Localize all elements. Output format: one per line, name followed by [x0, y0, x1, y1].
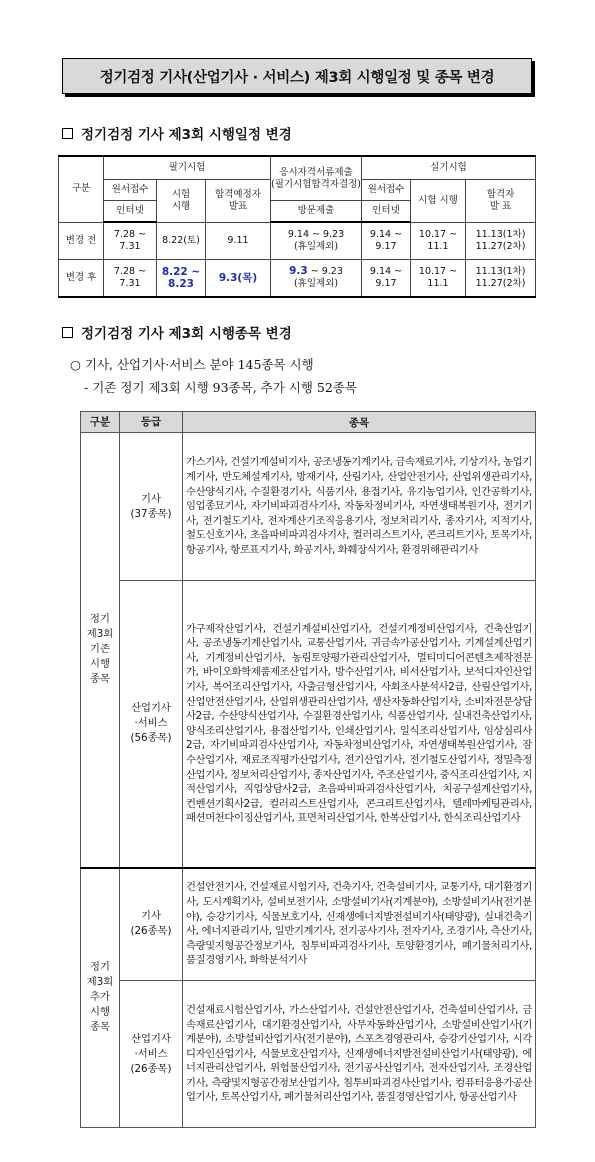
header-exam	[157, 180, 206, 223]
row-before-pexam-l1: 10.17 ~	[418, 228, 458, 240]
group-added-l2: 제3회	[86, 976, 114, 989]
grade-l2: ·서비스	[134, 717, 168, 730]
grade-l2: (26종목)	[130, 925, 172, 938]
grade-l1: 기사	[141, 910, 161, 923]
bullet-breakdown: - 기존 정기 제3회 시행 93종목, 추가 시행 52종목	[84, 380, 357, 395]
subjects-existing-sanup: 가구제작산업기사, 건설기계설비산업기사, 건설기계정비산업기사, 건축산업기사, 공조냉동기계산업기사, 교통산업기사, 귀금속가공산업기사, 기계설계산업기사, 기계정비산업기사, 농림토양평가관리산업기사, 멀티미디어콘텐츠제작전문가, 바이오화학제품제조산업기사, 방수산업기사, 비서산업기사, 보석디자인산업기사, 복어조리산업기사, 사출금형산업기사, 사회조사분석사2급, 산림산업기사, 산업안전산업기사, 산업위생관리산업기사, 생산자동화산업기사, 소비자전문상담사2급, 수산양식산업기사, 수질환경산업기사, 식품산업기사, 실내건축산업기사, 양식조리산업기사, 용접산업기사, 인쇄산업기사, 일식조리산업기사, 임상심리사2급, 자기비파괴검사산업기사, 자동차정비산업기사, 자연생태복원산업기사, 잠수산업기사, 재료조직평가산업기사, 전기산업기사, 전기철도산업기사, 정밀측정산업기사, 정보처리산업기사, 종자산업기사, 주조산업기사, 중식조리산업기사, 지적산업기사, 직업상담사2급, 초음파비파괴검사산업기사, 치공구설계산업기사, 컨벤션기획사2급, 컬러리스트산업기사, 콘크리트산업기사, 텔레마케팅관리사, 패션머천다이징산업기사, 표면처리산업기사, 한복산업기사, 한식조리산업기사	[183, 581, 536, 868]
header-pass	[206, 180, 271, 223]
row-after-docs-end: ~ 9.23	[307, 266, 343, 277]
group-added-l5: 종목	[90, 1021, 110, 1034]
section-heading-schedule	[62, 123, 292, 143]
row-after-final-l1: 11.13(1차)	[475, 265, 526, 277]
schedule-table	[58, 155, 536, 298]
grade-added-gisa	[120, 868, 183, 981]
square-bullet-icon	[62, 327, 73, 338]
title-text: 정기검정 기사(산업기사 · 서비스) 제3회 시행일정 및 종목 변경	[99, 69, 495, 86]
header-internet: 인터넷	[104, 201, 157, 223]
header-exam-line2: 시행	[171, 200, 191, 212]
group-existing	[81, 433, 120, 868]
grade-existing-sanup	[120, 581, 183, 868]
row-before-papply	[362, 222, 411, 259]
subjects-existing-gisa: 가스기사, 건설기계설비기사, 공조냉동기계기사, 금속재료기사, 기상기사, 농업기계기사, 반도체설계기사, 방재기사, 산림기사, 산업안전기사, 산업위생관리기사, 수산양식기사, 수질환경기사, 식품기사, 용접기사, 유기농업기사, 인간공학기사, 임업종묘기사, 자기비파괴검사기사, 자동차정비기사, 자연생태복원기사, 전기기사, 전기철도기사, 전자계산기조직응용기사, 정보처리기사, 종자기사, 지적기사, 철도신호기사, 초음파비파괴검사기사, 컬러리스트기사, 콘크리트기사, 토목기사, 항공기사, 항로표지기사, 화공기사, 화훼장식기사, 환경위해관리기사	[183, 433, 536, 581]
subjects-added-gisa: 건설안전기사, 건설재료시험기사, 건축기사, 건축설비기사, 교통기사, 대기환경기사, 도시계획기사, 설비보전기사, 소방설비기사(기계분야), 소방설비기사(전기분야), 승강기기사, 식물보호기사, 신재생에너지발전설비기사(태양광), 실내건축기사, 에너지관리기사, 일반기계기사, 전기공사기사, 전자기사, 조경기사, 측산기사, 측량및지형공간정보기사, 침투비파괴검사기사, 토양환경기사, 폐기물처리기사, 품질경영기사, 화학분석기사	[183, 868, 536, 981]
row-after-apply	[104, 259, 157, 297]
row-before-apply-l1: 7.28 ~	[113, 228, 147, 240]
header-docs-line1: 응시자격서류제출	[279, 166, 353, 178]
row-before-docs-l2: (휴일제외)	[293, 240, 339, 252]
header-docs	[271, 156, 362, 201]
header-subjects: 종목	[183, 412, 536, 433]
header-docs-line2: (필기시험합격자결정)	[271, 178, 362, 190]
header-category: 구분	[81, 412, 120, 433]
row-after-apply-l1: 7.28 ~	[113, 265, 147, 277]
row-before-final	[466, 222, 536, 259]
group-existing-l2: 제3회	[86, 628, 114, 641]
header-gubun: 구분	[59, 156, 104, 222]
subjects-added-sanup: 건설재료시험산업기사, 가스산업기사, 건설안전산업기사, 건축설비산업기사, 금속재료산업기사, 대기환경산업기사, 사무자동화산업기사, 소방설비산업기사(기계분야), 소방설비산업기사(전기분야), 스포츠경영관리사, 승강기산업기사, 시각디자인산업기사, 식물보호산업기사, 신재생에너지발전설비산업기사(태양광), 에너지관리산업기사, 위험물산업기사, 전기공사산업기사, 전자산업기사, 조경산업기사, 측량및지형공간정보산업기사, 침투비파괴검사산업기사, 컴퓨터응용가공산업기사, 토목산업기사, 폐기물처리산업기사, 품질경영산업기사, 항공산업기사	[183, 981, 536, 1128]
header-pass-line1: 합격예정자	[215, 188, 261, 200]
group-added-l4: 시행	[90, 1006, 110, 1019]
bullet-total: ○ 기사, 산업기사·서비스 분야 145종목 시행	[70, 357, 314, 372]
row-before-apply	[104, 222, 157, 259]
row-before-pass: 9.11	[206, 222, 271, 259]
header-exam-line1: 시험	[171, 188, 191, 200]
grade-l1: 산업기사	[131, 1032, 171, 1045]
row-after-pexam-l2: 11.1	[427, 277, 449, 289]
header-exam3: 시험 시행	[411, 180, 466, 223]
section-heading-exams	[62, 322, 292, 342]
row-after-exam-l1: 8.22 ~	[161, 265, 201, 278]
grade-l2: (37종목)	[130, 507, 172, 520]
document-title	[62, 58, 532, 94]
row-before-final-l1: 11.13(1차)	[475, 228, 526, 240]
header-written: 필기시험	[104, 156, 271, 180]
header-final-line2: 발 표	[489, 200, 512, 212]
row-before-label: 변경 전	[59, 222, 104, 259]
row-after-docs-start: 9.3	[289, 265, 308, 277]
row-before-papply-l1: 9.14 ~	[369, 228, 403, 240]
group-existing-l5: 종목	[90, 673, 110, 686]
row-after-exam-l2: 8.23	[168, 277, 194, 290]
row-before-pexam-l2: 11.1	[427, 240, 449, 252]
row-after-apply-l2: 7.31	[119, 277, 141, 289]
row-before-papply-l2: 9.17	[375, 240, 397, 252]
grade-l3: (56종목)	[130, 732, 172, 745]
exam-list-table	[80, 411, 536, 1128]
row-after-final-l2: 11.27(2차)	[475, 277, 526, 289]
square-bullet-icon	[62, 128, 73, 139]
grade-added-sanup	[120, 981, 183, 1128]
header-final-line1: 합격자	[486, 188, 515, 200]
row-after-papply	[362, 259, 411, 297]
row-before-docs-l1: 9.14 ~ 9.23	[287, 228, 345, 240]
section2-text: 정기검정 기사 제3회 시행종목 변경	[81, 326, 292, 342]
row-after-docs-l2: (휴일제외)	[293, 278, 339, 289]
grade-l3: (26종목)	[130, 1062, 172, 1075]
header-internet2: 인터넷	[362, 201, 411, 223]
row-after-pexam	[411, 259, 466, 297]
group-existing-l1: 정기	[90, 613, 110, 626]
header-apply2: 원서접수	[362, 180, 411, 201]
header-apply: 원서접수	[104, 180, 157, 201]
header-final	[466, 180, 536, 223]
row-after-final	[466, 259, 536, 297]
group-added	[81, 868, 120, 1128]
header-practical: 실기시험	[362, 156, 536, 180]
row-after-papply-l1: 9.14 ~	[369, 265, 403, 277]
header-grade: 등급	[120, 412, 183, 433]
row-before-pexam	[411, 222, 466, 259]
row-before-final-l2: 11.27(2차)	[475, 240, 526, 252]
group-added-l3: 추가	[90, 991, 110, 1004]
group-added-l1: 정기	[90, 961, 110, 974]
header-visit: 방문제출	[271, 201, 362, 223]
row-after-pass: 9.3(목)	[206, 259, 271, 297]
row-after-label: 변경 후	[59, 259, 104, 297]
row-after-papply-l2: 9.17	[375, 277, 397, 289]
grade-l1: 산업기사	[131, 702, 171, 715]
header-pass-line2: 발표	[228, 200, 248, 212]
group-existing-l3: 기존	[90, 643, 110, 656]
grade-existing-gisa	[120, 433, 183, 581]
row-after-exam	[157, 259, 206, 297]
section1-text: 정기검정 기사 제3회 시행일정 변경	[81, 127, 292, 143]
grade-l2: ·서비스	[134, 1047, 168, 1060]
grade-l1: 기사	[141, 492, 161, 505]
row-before-apply-l2: 7.31	[119, 240, 141, 252]
row-before-docs	[271, 222, 362, 259]
row-after-docs	[271, 259, 362, 297]
group-existing-l4: 시행	[90, 658, 110, 671]
row-after-pexam-l1: 10.17 ~	[418, 265, 458, 277]
row-before-exam: 8.22(토)	[157, 222, 206, 259]
